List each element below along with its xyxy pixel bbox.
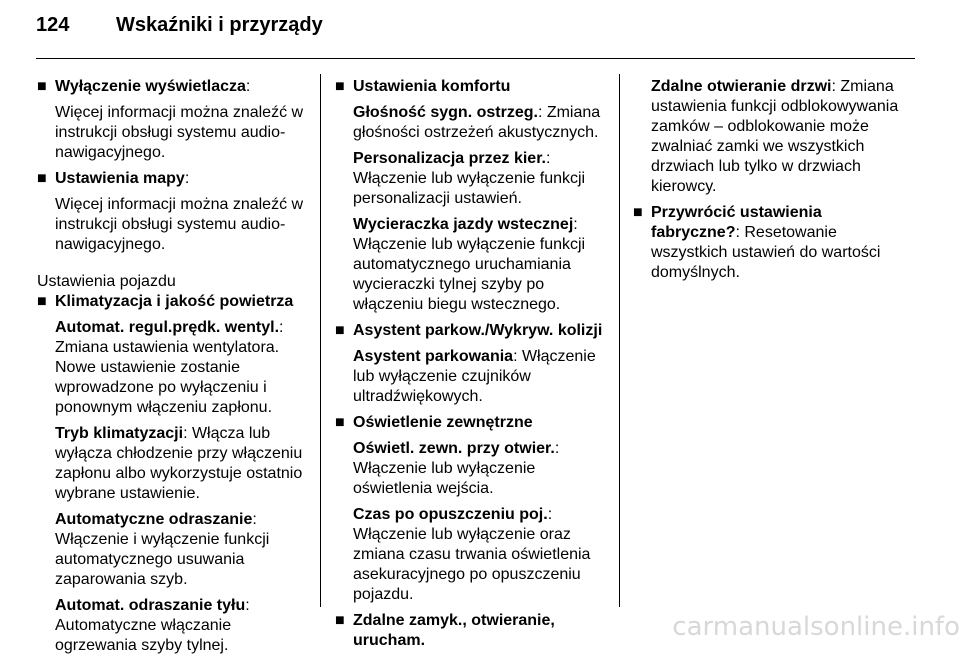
setting-paragraph: [37, 318, 307, 418]
setting-description: : Włączenie lub wyłączenie czujników ultradźwiękowych.: [353, 348, 596, 405]
setting-paragraph: [335, 347, 610, 407]
column-middle: [335, 77, 610, 651]
item-heading: Oświetlenie zewnętrzne: [353, 414, 533, 431]
setting-description: : Włączenie lub wyłączenie funkcji personalizacji ustawień.: [353, 150, 586, 207]
setting-label: Czas po opuszczeniu poj.: [353, 506, 548, 523]
setting-description: : Włączenie i wyłączenie funkcji automatycznego usuwania zaparowania szyb.: [55, 511, 270, 588]
list-item: [335, 611, 610, 651]
column-right: [633, 77, 913, 283]
list-item: [37, 292, 307, 312]
setting-paragraph: [633, 77, 913, 197]
list-item: ■ Wyłączenie wyświetlacza:: [37, 78, 251, 95]
page-title: Wskaźniki i przyrządy: [116, 14, 323, 36]
setting-description: : Włącza lub wyłącza chłodzenie przy włączeniu zapłonu albo wykorzystuje ostatnio wybrane ustawienie.: [55, 425, 303, 502]
list-item: [335, 321, 610, 341]
column-divider-1: [320, 74, 321, 607]
bullet-icon: ■: [37, 293, 47, 310]
setting-description: : Włączenie lub wyłączenie oraz zmiana czasu trwania oświetlenia asekuracyjnego po opuszczeniu pojazdu.: [353, 506, 591, 603]
setting-label: Automatyczne odraszanie: [55, 511, 253, 528]
setting-label: Asystent parkowania: [353, 348, 514, 365]
watermark: carmanualsonline.info: [672, 612, 960, 642]
setting-label: Zdalne otwieranie drzwi: [651, 78, 832, 95]
setting-paragraph: [37, 424, 307, 504]
bullet-icon: ■: [37, 78, 47, 95]
list-item: [335, 77, 610, 97]
list-item: [633, 203, 913, 283]
bullet-icon: ■: [335, 322, 345, 339]
setting-paragraph: [37, 510, 307, 590]
setting-description: : Zmiana ustawienia wentylatora. Nowe ustawienie zostanie wprowadzone po wyłączeniu i ponownym włączeniu zapłonu.: [55, 319, 284, 416]
item-text: Więcej informacji można znaleźć w instrukcji obsługi systemu audio-nawigacyjnego.: [55, 196, 304, 253]
page-number: 124: [36, 14, 70, 36]
item-heading: Ustawienia mapy: [55, 170, 185, 187]
bullet-icon: ■: [335, 414, 345, 431]
item-heading: Ustawienia komfortu: [353, 78, 511, 95]
setting-description: : Zmiana ustawienia funkcji odblokowywania zamków – odblokowanie może zwalniać zamki we wszystkich drzwiach lub tylko w drzwiach kierowcy.: [651, 78, 899, 195]
item-text: Więcej informacji można znaleźć w instrukcji obsługi systemu audio-nawigacyjnego.: [55, 104, 304, 161]
bullet-icon: ■: [335, 78, 345, 95]
setting-paragraph: [335, 505, 610, 605]
bullet-icon: ■: [633, 204, 643, 221]
item-description: : Resetowanie wszystkich ustawień do wartości domyślnych.: [651, 224, 881, 281]
item-heading: Zdalne zamyk., otwieranie, urucham.: [353, 612, 555, 649]
setting-label: Wycieraczka jazdy wstecznej: [353, 216, 574, 233]
item-heading: Klimatyzacja i jakość powietrza: [55, 293, 294, 310]
setting-label: Głośność sygn. ostrzeg.: [353, 104, 538, 121]
setting-label: Personalizacja przez kier.: [353, 150, 546, 167]
setting-label: Tryb klimatyzacji: [55, 425, 184, 442]
setting-paragraph: [335, 103, 610, 143]
item-heading: Przywrócić ustawienia fabryczne?: [651, 204, 822, 241]
setting-description: : Automatyczne włączanie ogrzewania szyby tylnej.: [55, 597, 250, 654]
setting-label: Automat. odraszanie tyłu: [55, 597, 246, 614]
setting-paragraph: [37, 596, 307, 656]
column-left: [37, 77, 307, 656]
item-heading: Wyłączenie wyświetlacza: [55, 78, 246, 95]
setting-description: : Zmiana głośności ostrzeżeń akustycznych.: [353, 104, 601, 141]
setting-description: : Włączenie lub wyłączenie funkcji automatycznego uruchamiania wycieraczki tylnej szyby po włączeniu biegu wstecznego.: [353, 216, 586, 313]
header-divider: [36, 58, 915, 59]
setting-label: Oświetl. zewn. przy otwier.: [353, 440, 555, 457]
item-heading: Asystent parkow./Wykryw. kolizji: [353, 322, 603, 339]
column-divider-2: [619, 74, 620, 607]
setting-description: : Włączenie lub wyłączenie oświetlenia wejścia.: [353, 440, 560, 497]
setting-paragraph: [335, 149, 610, 209]
bullet-icon: ■: [37, 170, 47, 187]
section-heading: Ustawienia pojazdu: [37, 273, 176, 290]
bullet-icon: ■: [335, 612, 345, 629]
list-item: [335, 413, 610, 433]
setting-label: Automat. regul.prędk. wentyl.: [55, 319, 280, 336]
page-header: [0, 0, 960, 56]
setting-paragraph: [335, 439, 610, 499]
list-item: ■ Ustawienia mapy:: [37, 170, 190, 187]
setting-paragraph: [335, 215, 610, 315]
